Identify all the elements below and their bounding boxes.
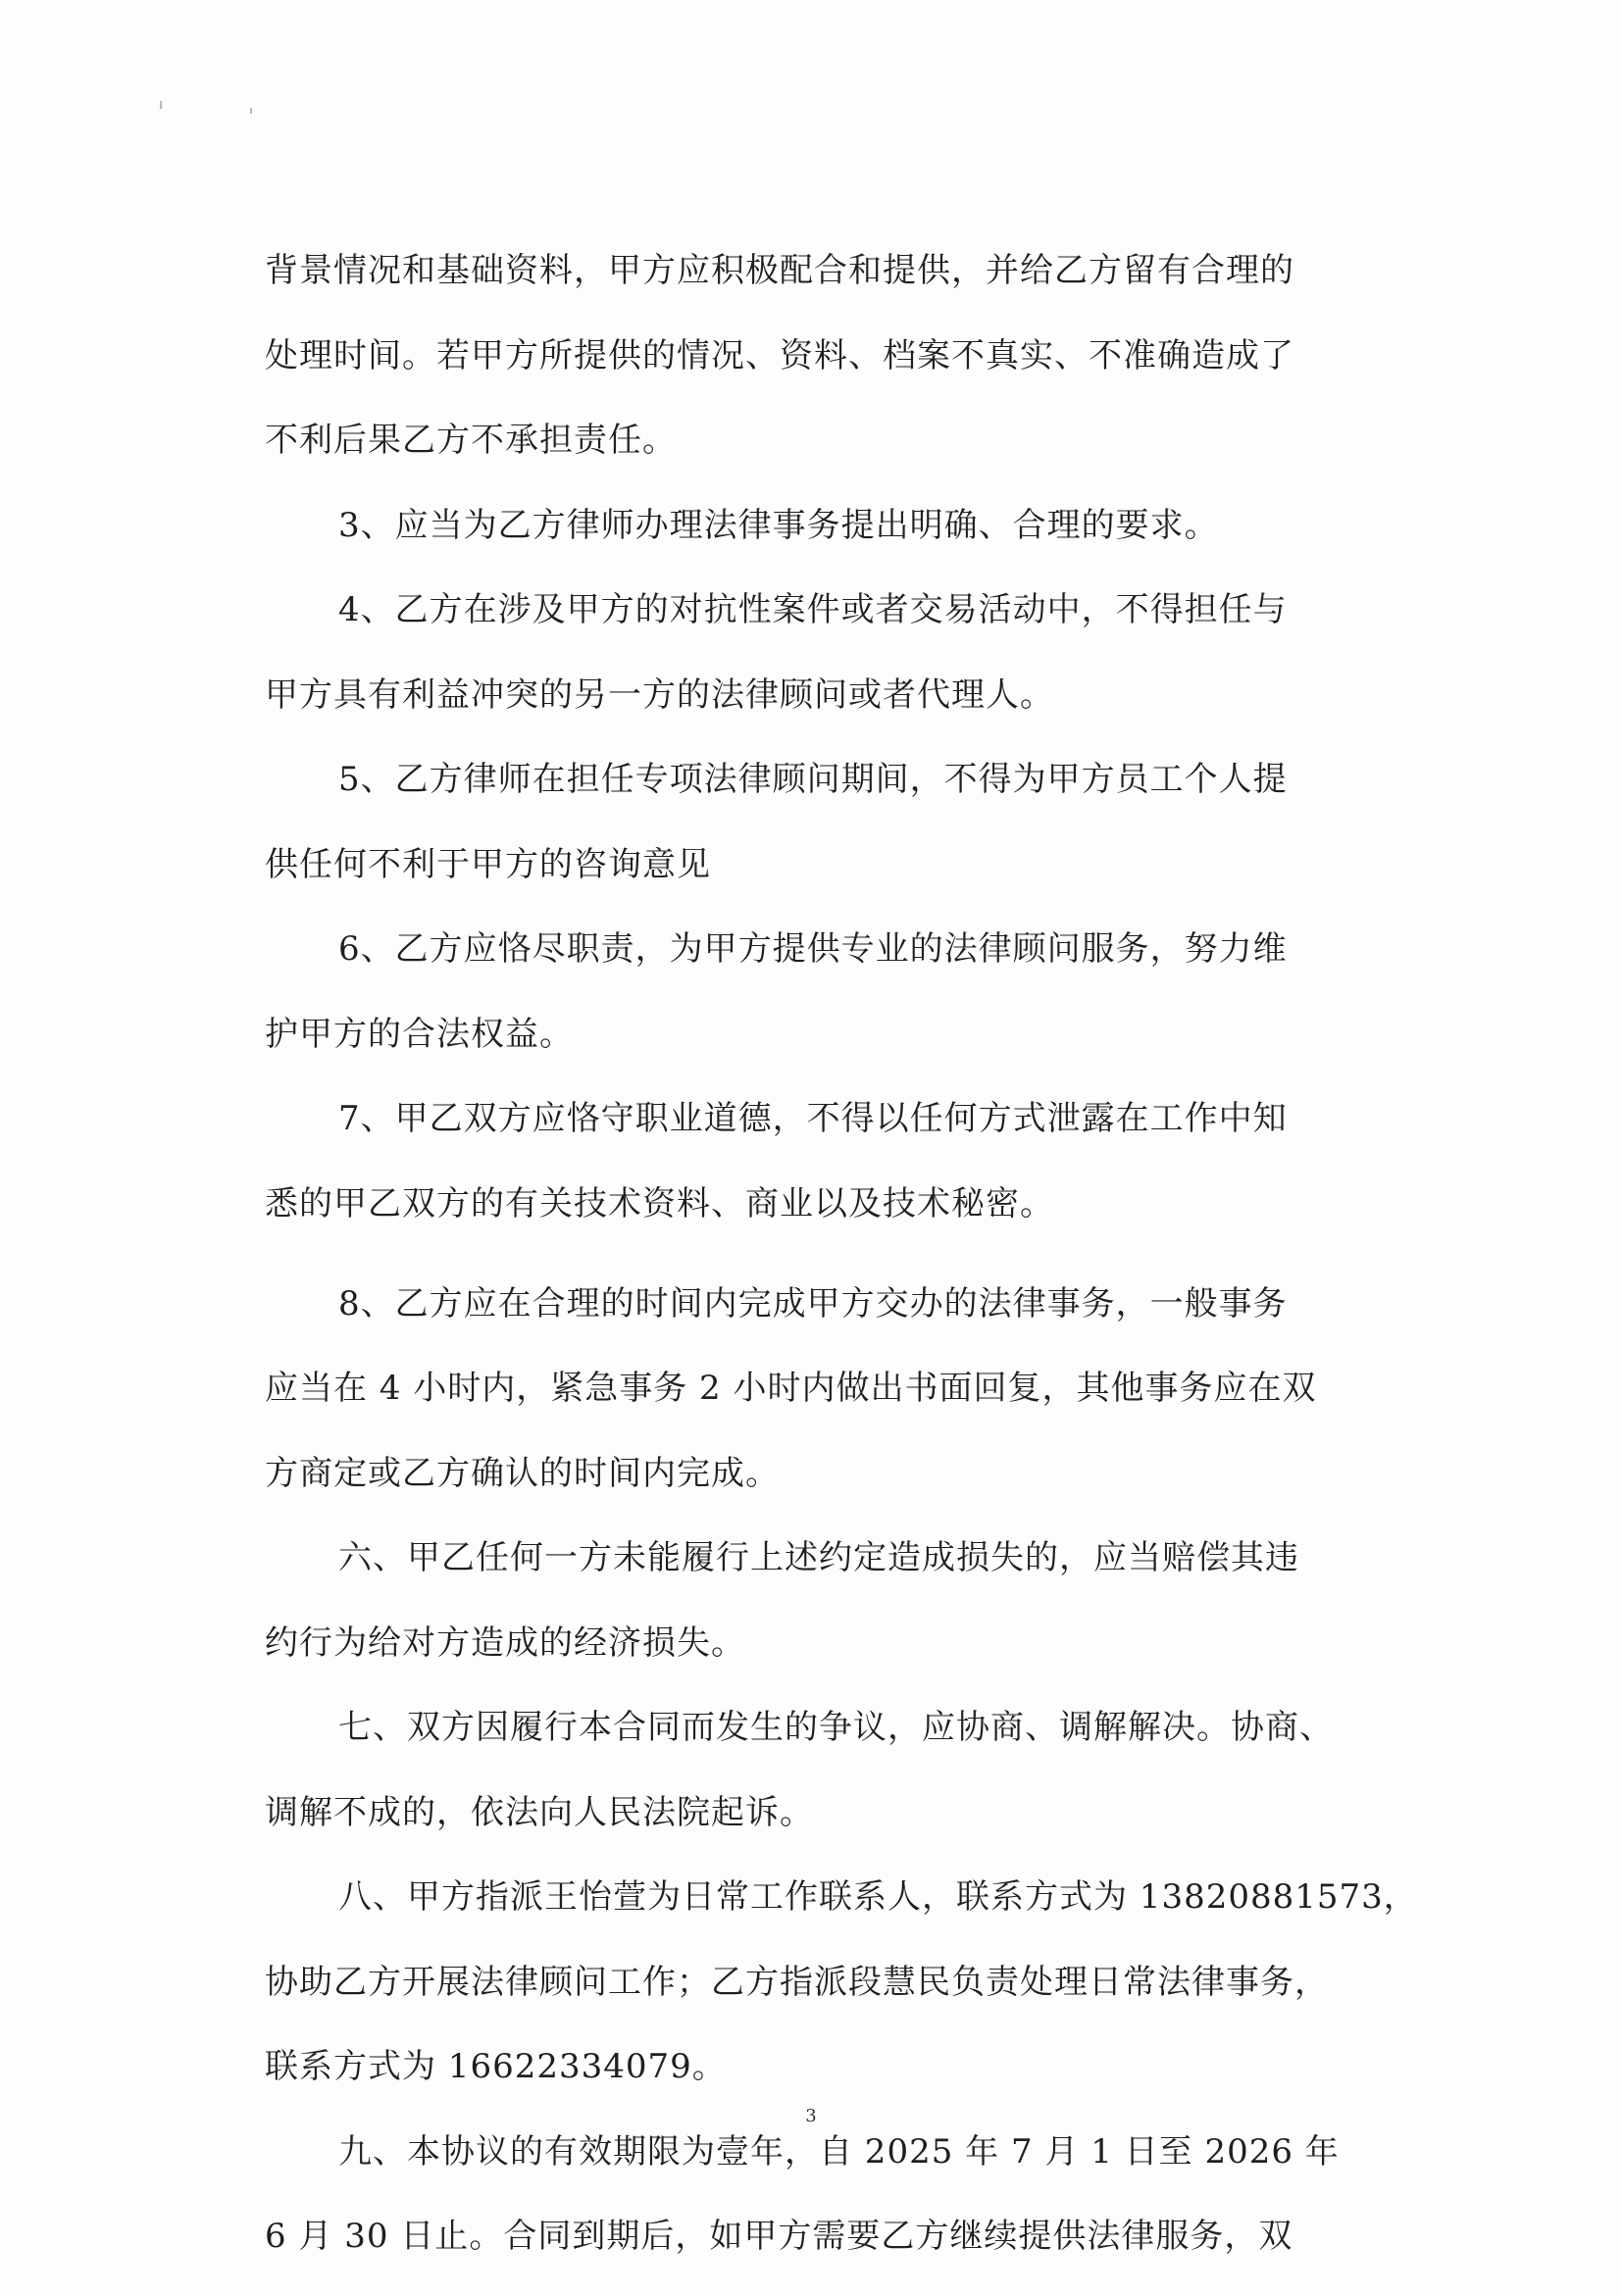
text-line: 处理时间。若甲方所提供的情况、资料、档案不真实、不准确造成了 <box>265 335 1294 375</box>
text-line: 约行为给对方造成的经济损失。 <box>265 1622 745 1663</box>
clause-4-line: 4、乙方在涉及甲方的对抗性案件或者交易活动中，不得担任与 <box>338 590 1288 629</box>
text-line: 6 月 30 日止。合同到期后，如甲方需要乙方继续提供法律服务，双 <box>265 2217 1293 2256</box>
text-line: 悉的甲乙双方的有关技术资料、商业以及技术秘密。 <box>265 1183 1054 1223</box>
text-line: 不利后果乙方不承担责任。 <box>265 421 677 460</box>
scan-artifact-mark <box>250 108 252 114</box>
text-line: 甲方具有利益冲突的另一方的法律顾问或者代理人。 <box>265 674 1054 715</box>
clause-5-line: 5、乙方律师在担任专项法律顾问期间，不得为甲方员工个人提 <box>338 760 1288 799</box>
page-number: 3 <box>805 2106 817 2126</box>
article-7-line: 七、双方因履行本合同而发生的争议，应协商、调解解决。协商、 <box>338 1708 1334 1747</box>
text-line: 联系方式为 16622334079。 <box>265 2047 727 2086</box>
text-line: 应当在 4 小时内，紧急事务 2 小时内做出书面回复，其他事务应在双 <box>265 1369 1317 1408</box>
article-8-line: 八、甲方指派王怡萱为日常工作联系人，联系方式为 13820881573， <box>338 1877 1418 1917</box>
text-line: 背景情况和基础资料，甲方应积极配合和提供，并给乙方留有合理的 <box>265 251 1294 290</box>
document-body <box>265 245 1418 2296</box>
clause-6-line: 6、乙方应恪尽职责，为甲方提供专业的法律顾问服务，努力维 <box>338 929 1288 969</box>
scan-artifact-mark <box>160 101 162 109</box>
text-line: 护甲方的合法权益。 <box>265 1014 574 1054</box>
clause-7-line: 7、甲乙双方应恪守职业道德，不得以任何方式泄露在工作中知 <box>338 1099 1288 1138</box>
clause-8-line: 8、乙方应在合理的时间内完成甲方交办的法律事务，一般事务 <box>338 1283 1288 1323</box>
text-line: 调解不成的，依法向人民法院起诉。 <box>265 1792 814 1832</box>
article-6-line: 六、甲乙任何一方未能履行上述约定造成损失的，应当赔偿其违 <box>338 1538 1299 1577</box>
clause-3-line: 3、应当为乙方律师办理法律事务提出明确、合理的要求。 <box>338 505 1219 545</box>
text-line: 方商定或乙方确认的时间内完成。 <box>265 1453 780 1493</box>
text-line: 协助乙方开展法律顾问工作；乙方指派段慧民负责处理日常法律事务， <box>265 1962 1329 2002</box>
article-9-line: 九、本协议的有效期限为壹年，自 2025 年 7 月 1 日至 2026 年 <box>338 2131 1340 2171</box>
text-line: 供任何不利于甲方的咨询意见 <box>265 844 711 884</box>
